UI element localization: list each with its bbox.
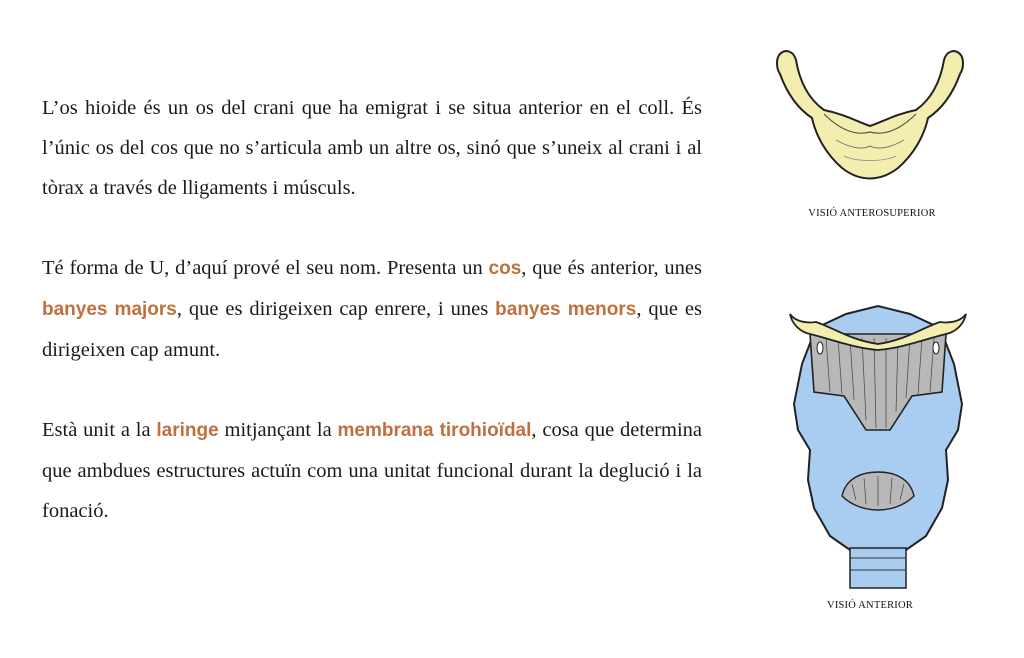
key-term: banyes majors: [42, 299, 177, 320]
paragraph-1: [42, 88, 702, 208]
hyoid-larynx-anterior-illustration: [786, 300, 970, 590]
paragraph-text: , cosa que determina que ambdues estructures actuïn com una unitat funcional durant la deglució i la fonació.: [42, 419, 702, 522]
caption-anterior: VISIÓ ANTERIOR: [827, 600, 913, 611]
paragraph-text: Està unit a la: [42, 419, 157, 441]
key-term: cos: [488, 258, 522, 279]
key-term: banyes menors: [495, 299, 637, 320]
paragraph-text: , que es dirigeixen cap enrere, i unes: [176, 298, 496, 320]
paragraph-2: [42, 248, 702, 370]
hyoid-anterosuperior-illustration: [770, 44, 970, 194]
key-term: laringe: [156, 420, 219, 441]
text-column: [42, 88, 702, 531]
key-term: membrana tirohioïdal: [337, 420, 532, 441]
paragraph-text: Té forma de U, d’aquí prové el seu nom. Presenta un: [42, 257, 489, 279]
paragraph-text: L’os hioide és un os del crani que ha emigrat i se situa anterior en el coll. És l’únic os del cos que no s’articula amb un altre os, sinó que s’uneix al crani i al tòrax a través de lligaments i músculs.: [42, 97, 702, 199]
paragraph-3: [42, 410, 702, 531]
paragraph-text: , que és anterior, unes: [521, 257, 702, 279]
caption-anterosuperior: VISIÓ ANTEROSUPERIOR: [808, 208, 936, 219]
paragraph-text: mitjançant la: [218, 419, 338, 441]
paragraph-text: , que es dirigeixen cap amunt.: [42, 298, 702, 361]
